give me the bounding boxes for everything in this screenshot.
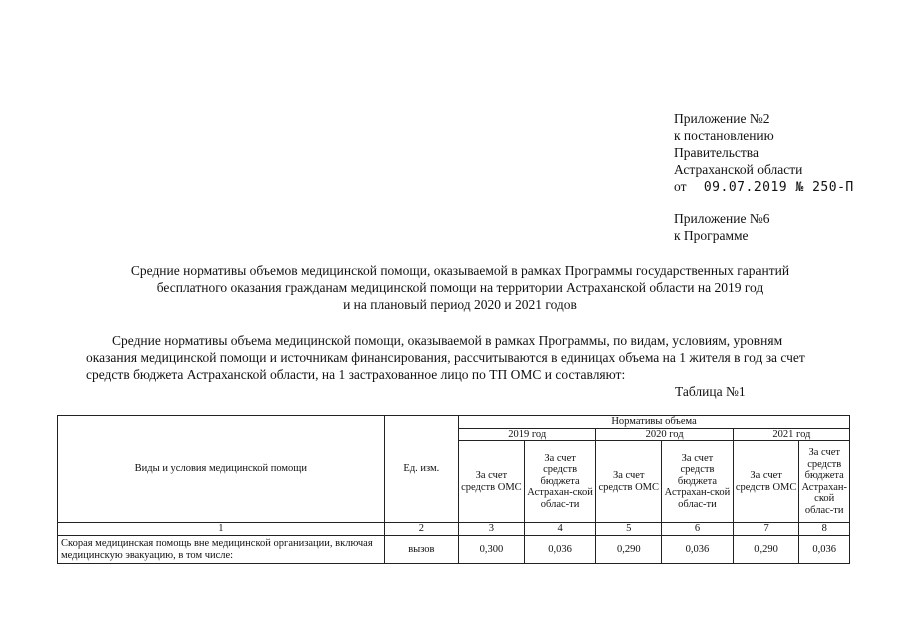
row-value: 0,300: [459, 536, 525, 564]
column-number: 8: [799, 523, 850, 536]
header-year: 2021 год: [733, 428, 849, 441]
title-line: Средние нормативы объемов медицинской помощи, оказываемой в рамках Программы государственных гарантий: [130, 263, 790, 278]
row-value: 0,036: [799, 536, 850, 564]
appendix-line: Астраханской области: [674, 162, 803, 177]
normatives-table: [57, 415, 850, 564]
row-value: 0,036: [662, 536, 734, 564]
intro-line: средств бюджета Астраханской области, на 1 застрахованное лицо по ТП ОМС и составляют:: [86, 367, 626, 382]
appendix-line: Правительства: [674, 145, 759, 160]
appendix-block: [674, 110, 854, 196]
header-normatives: Нормативы объема: [459, 416, 850, 429]
header-unit: Ед. изм.: [384, 416, 458, 523]
title-line: и на плановый период 2020 и 2021 годов: [343, 297, 577, 312]
document-title: [60, 262, 860, 313]
column-number: 5: [596, 523, 662, 536]
column-number: 2: [384, 523, 458, 536]
header-oms: За счет средств ОМС: [596, 441, 662, 523]
title-line: бесплатного оказания гражданам медицинской помощи на территории Астраханской области на 2019 год: [156, 280, 764, 295]
appendix-program-block: [674, 210, 769, 244]
appendix-date-line: [674, 178, 854, 196]
decree-stamp: 09.07.2019 № 250-П: [703, 180, 854, 195]
header-budget: За счет средств бюджета Астрахан-ской облас-ти: [799, 441, 850, 523]
column-number: 3: [459, 523, 525, 536]
header-year: 2019 год: [459, 428, 596, 441]
intro-paragraph: [86, 332, 886, 383]
table-label: Таблица №1: [675, 384, 746, 399]
column-number: 4: [524, 523, 596, 536]
header-budget: За счет средств бюджета Астрахан-ской облас-ти: [524, 441, 596, 523]
appendix-line: Приложение №6: [674, 211, 770, 226]
row-value: 0,290: [596, 536, 662, 564]
appendix-line: к Программе: [674, 228, 749, 243]
appendix-line: Приложение №2: [674, 111, 770, 126]
header-type: Виды и условия медицинской помощи: [58, 416, 385, 523]
row-unit: вызов: [384, 536, 458, 564]
appendix-line: к постановлению: [674, 128, 774, 143]
intro-line: оказания медицинской помощи и источникам финансирования, рассчитываются в единицах объема на 1 жителя в год за счет: [86, 350, 805, 365]
from-label: от: [674, 179, 687, 194]
header-oms: За счет средств ОМС: [733, 441, 799, 523]
header-oms: За счет средств ОМС: [459, 441, 525, 523]
column-number: 7: [733, 523, 799, 536]
table-row: [58, 536, 850, 564]
header-year: 2020 год: [596, 428, 733, 441]
intro-line: Средние нормативы объема медицинской помощи, оказываемой в рамках Программы, по видам, условиям, уровням: [112, 333, 783, 348]
header-budget: За счет средств бюджета Астрахан-ской облас-ти: [662, 441, 734, 523]
column-number: 1: [58, 523, 385, 536]
row-value: 0,290: [733, 536, 799, 564]
column-number: 6: [662, 523, 734, 536]
row-value: 0,036: [524, 536, 596, 564]
row-name: Скорая медицинская помощь вне медицинской организации, включая медицинскую эвакуацию, в том числе:: [58, 536, 385, 564]
